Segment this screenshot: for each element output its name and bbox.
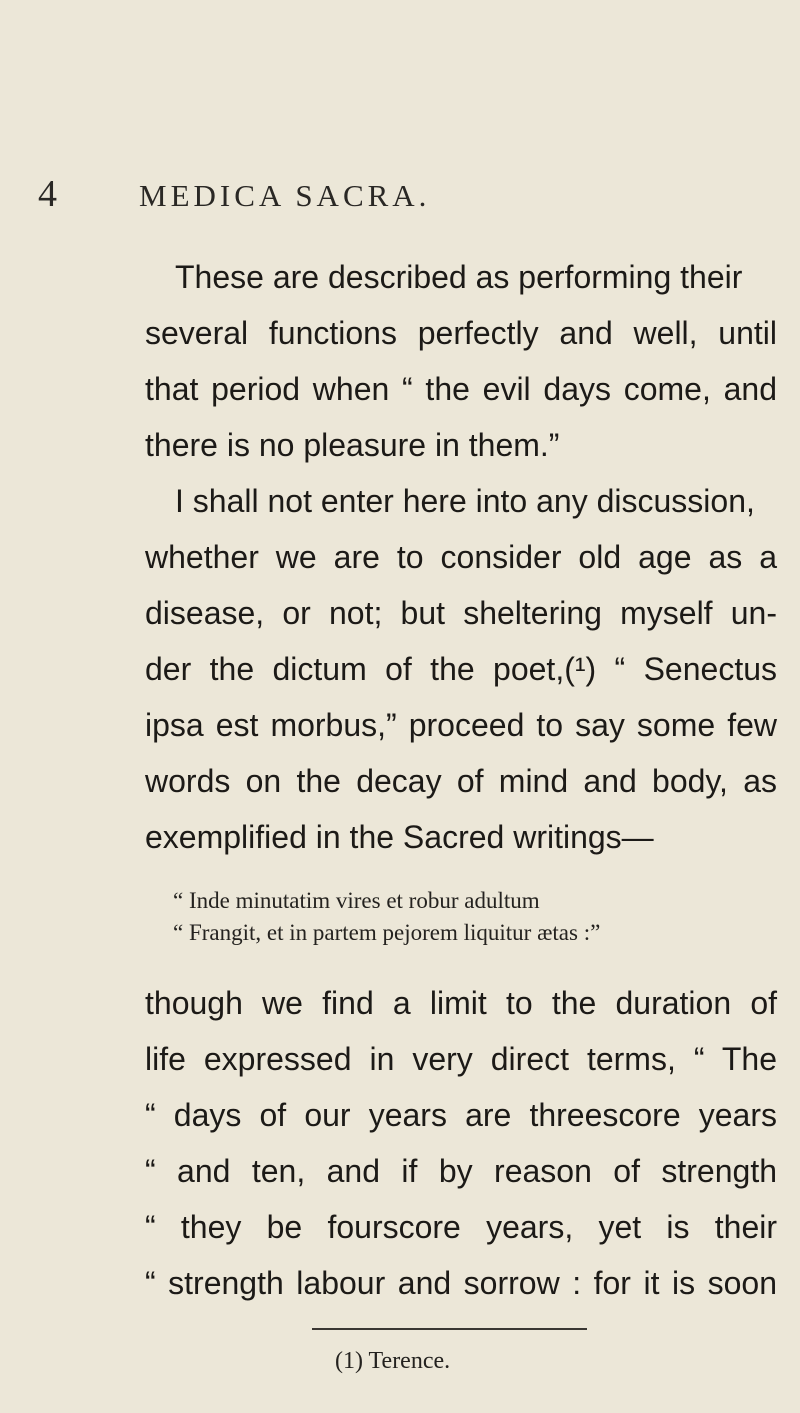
- text-line: “ strength labour and sorrow : for it is soon: [145, 1265, 777, 1301]
- text-line: exemplified in the Sacred writings—: [145, 819, 654, 855]
- text-line: “ days of our years are threescore years: [145, 1097, 777, 1133]
- latin-quotation: [145, 885, 777, 949]
- text-line: though we find a limit to the duration of: [145, 985, 777, 1021]
- text-line: der the dictum of the poet,(¹) “ Senectus: [145, 651, 777, 687]
- text-line: words on the decay of mind and body, as: [145, 763, 777, 799]
- text-line: ipsa est morbus,” proceed to say some few: [145, 707, 777, 743]
- quote-line: “ Inde minutatim vires et robur adultum: [173, 888, 540, 913]
- text-line: that period when “ the evil days come, and: [145, 371, 777, 407]
- page-header: [38, 173, 778, 218]
- text-line: disease, or not; but sheltering myself un-: [145, 595, 777, 631]
- text-line: several functions perfectly and well, until: [145, 315, 777, 351]
- text-line: “ they be fourscore years, yet is their: [145, 1209, 777, 1245]
- text-line: life expressed in very direct terms, “ The: [145, 1041, 777, 1077]
- text-line: whether we are to consider old age as a: [145, 539, 777, 575]
- running-head: MEDICA SACRA.: [139, 178, 431, 213]
- text-line: I shall not enter here into any discussion,: [175, 483, 755, 519]
- footnote: (1) Terence.: [335, 1348, 451, 1374]
- footnote-rule: [312, 1328, 587, 1330]
- page-number: 4: [38, 173, 57, 215]
- text-line: there is no pleasure in them.”: [145, 427, 560, 463]
- text-line: “ and ten, and if by reason of strength: [145, 1153, 777, 1189]
- body-text: [145, 249, 777, 1311]
- text-line: These are described as performing their: [175, 259, 743, 295]
- quote-line: “ Frangit, et in partem pejorem liquitur ætas :”: [173, 920, 601, 945]
